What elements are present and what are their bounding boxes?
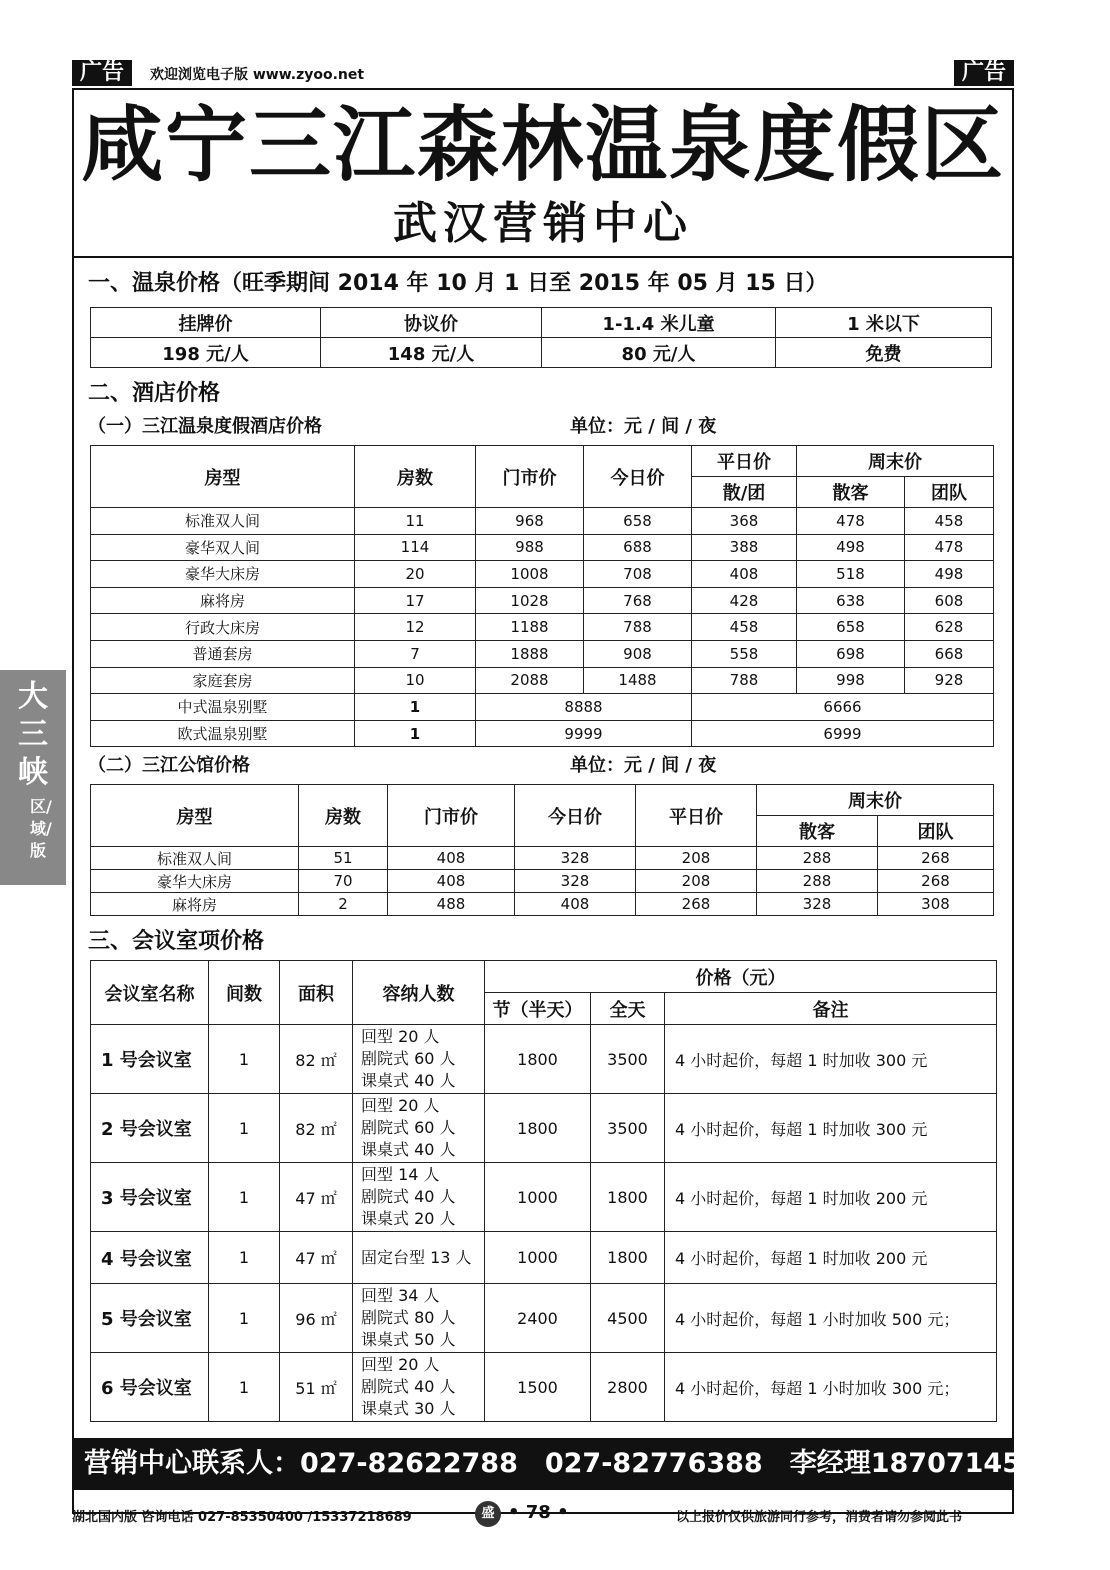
cell: 行政大床房	[91, 614, 355, 641]
cell: 768	[584, 587, 692, 614]
header-cell: 房数	[355, 446, 476, 508]
cell: 标准双人间	[91, 508, 355, 535]
cell: 708	[584, 561, 692, 588]
capacity-line: 课桌式 50 人	[361, 1330, 456, 1349]
cell: 1800	[485, 1094, 591, 1163]
guild-price-table	[90, 784, 994, 916]
meeting-room-table	[90, 960, 997, 1422]
table-row	[91, 446, 994, 477]
header-cell: 周末价	[797, 446, 994, 477]
cell: 658	[584, 508, 692, 535]
page-title: 咸宁三江森林温泉度假区	[80, 98, 1005, 193]
cell: 1800	[591, 1232, 665, 1284]
capacity-line: 课桌式 40 人	[361, 1071, 456, 1090]
cell: 288	[757, 870, 878, 893]
cell: 658	[797, 614, 905, 641]
table-row	[91, 961, 997, 993]
cell: 1000	[485, 1163, 591, 1232]
cell: 1000	[485, 1232, 591, 1284]
hotel-unit: 单位：元 / 间 / 夜	[570, 416, 717, 437]
cell: 478	[905, 534, 994, 561]
capacity-line: 回型 20 人	[361, 1027, 440, 1046]
table-row	[91, 1025, 997, 1094]
cell: 82 ㎡	[280, 1094, 353, 1163]
cell: 498	[797, 534, 905, 561]
cell: 208	[636, 870, 757, 893]
table-row	[91, 667, 994, 694]
cell: 478	[797, 508, 905, 535]
section1-heading: 一、温泉价格（旺季期间 2014 年 10 月 1 日至 2015 年 05 月 15 日）	[88, 271, 828, 296]
header-cell: 团队	[905, 477, 994, 508]
cell: 908	[584, 640, 692, 667]
cell: 豪华双人间	[91, 534, 355, 561]
cell: 788	[692, 667, 797, 694]
welcome-text: 欢迎浏览电子版 www.zyoo.net	[150, 67, 365, 83]
cell: 208	[636, 847, 757, 870]
cell: 5 号会议室	[91, 1284, 209, 1353]
guild-subheading: （二）三江公馆价格	[88, 755, 250, 776]
cell: 2088	[476, 667, 584, 694]
ad-tag-right: 广告	[954, 60, 1014, 86]
cell: 96 ㎡	[280, 1284, 353, 1353]
cell: 4 小时起价，每超 1 小时加收 300 元；	[665, 1353, 997, 1422]
table-row	[91, 893, 994, 916]
capacity-line: 课桌式 20 人	[361, 1209, 456, 1228]
cell: 1	[355, 720, 476, 747]
capacity-cell	[353, 1025, 485, 1094]
header-cell: 房型	[91, 446, 355, 508]
header-cell: 房型	[91, 785, 299, 847]
cell: 408	[388, 870, 515, 893]
cell: 998	[797, 667, 905, 694]
capacity-line: 回型 34 人	[361, 1286, 440, 1305]
footer-right: 以上报价仅供旅游同行参考，消费者请勿参阅此书	[676, 1510, 963, 1525]
capacity-line: 课桌式 40 人	[361, 1140, 456, 1159]
cell: 1188	[476, 614, 584, 641]
cell: 788	[584, 614, 692, 641]
cell: 1	[209, 1025, 280, 1094]
header-cell: 平日价	[692, 446, 797, 477]
title-divider	[72, 256, 1014, 258]
cell: 4 小时起价，每超 1 时加收 300 元	[665, 1025, 997, 1094]
ad-tag-left: 广告	[72, 60, 132, 86]
capacity-cell	[353, 1353, 485, 1422]
cell: 328	[515, 870, 636, 893]
header-cell: 价格（元）	[485, 961, 997, 993]
cell: 698	[797, 640, 905, 667]
cell: 1	[209, 1094, 280, 1163]
cell: 458	[905, 508, 994, 535]
header-cell: 协议价	[321, 308, 542, 338]
header-cell: 团队	[878, 816, 994, 847]
cell: 欧式温泉别墅	[91, 720, 355, 747]
header-cell: 备注	[665, 993, 997, 1025]
cell: 608	[905, 587, 994, 614]
header-cell: 今日价	[515, 785, 636, 847]
cell: 408	[692, 561, 797, 588]
cell: 628	[905, 614, 994, 641]
cell: 51	[299, 847, 388, 870]
cell: 688	[584, 534, 692, 561]
cell: 268	[878, 870, 994, 893]
footer-left: 湖北国内版 咨询电话 027-85350400 /15337218689	[72, 1510, 412, 1525]
cell: 2800	[591, 1353, 665, 1422]
cell: 488	[388, 893, 515, 916]
cell: 4 小时起价，每超 1 时加收 300 元	[665, 1094, 997, 1163]
cell: 1	[355, 694, 476, 721]
header-cell: 门市价	[388, 785, 515, 847]
cell: 家庭套房	[91, 667, 355, 694]
price-cell: 免费	[776, 338, 992, 368]
cell: 988	[476, 534, 584, 561]
capacity-line: 剧院式 60 人	[361, 1049, 456, 1068]
cell: 中式温泉别墅	[91, 694, 355, 721]
cell: 10	[355, 667, 476, 694]
cell: 2	[299, 893, 388, 916]
hotel-price-table	[90, 445, 994, 747]
header-cell: 容纳人数	[353, 961, 485, 1025]
cell: 3 号会议室	[91, 1163, 209, 1232]
capacity-line: 剧院式 80 人	[361, 1308, 456, 1327]
table-row	[91, 785, 994, 816]
cell: 328	[515, 847, 636, 870]
capacity-cell	[353, 1094, 485, 1163]
cell: 498	[905, 561, 994, 588]
price-cell: 148 元/人	[321, 338, 542, 368]
cell: 3500	[591, 1025, 665, 1094]
cell: 70	[299, 870, 388, 893]
cell: 12	[355, 614, 476, 641]
cell: 1	[209, 1232, 280, 1284]
side-tab-title: 大三峡	[18, 679, 48, 790]
cell: 1	[209, 1284, 280, 1353]
cell: 114	[355, 534, 476, 561]
header-cell: 散/团	[692, 477, 797, 508]
cell: 1	[209, 1353, 280, 1422]
table-row	[91, 694, 994, 721]
section2-heading: 二、酒店价格	[88, 381, 221, 406]
cell: 668	[905, 640, 994, 667]
cell: 17	[355, 587, 476, 614]
price-cell: 80 元/人	[542, 338, 776, 368]
cell: 968	[476, 508, 584, 535]
cell: 7	[355, 640, 476, 667]
cell: 1800	[485, 1025, 591, 1094]
table-row	[91, 1284, 997, 1353]
table-row	[91, 1163, 997, 1232]
cell: 428	[692, 587, 797, 614]
table-row	[91, 508, 994, 535]
header-cell: 1 米以下	[776, 308, 992, 338]
cell: 47 ㎡	[280, 1163, 353, 1232]
cell: 638	[797, 587, 905, 614]
table-row	[91, 1232, 997, 1284]
table-row	[91, 720, 994, 747]
cell: 1008	[476, 561, 584, 588]
side-tab	[0, 670, 66, 885]
cell: 6 号会议室	[91, 1353, 209, 1422]
capacity-cell	[353, 1284, 485, 1353]
capacity-line: 回型 20 人	[361, 1355, 440, 1374]
cell: 928	[905, 667, 994, 694]
cell: 368	[692, 508, 797, 535]
cell: 麻将房	[91, 893, 299, 916]
cell: 1888	[476, 640, 584, 667]
page-number: • 78 •	[508, 1502, 569, 1523]
table-row	[91, 614, 994, 641]
cell: 268	[878, 847, 994, 870]
header-cell: 面积	[280, 961, 353, 1025]
header-cell: 间数	[209, 961, 280, 1025]
table-row	[91, 1353, 997, 1422]
header-cell: 平日价	[636, 785, 757, 847]
table-row	[91, 534, 994, 561]
contact-bar	[72, 1438, 1078, 1490]
cell: 4 小时起价，每超 1 时加收 200 元	[665, 1232, 997, 1284]
cell: 4 小时起价，每超 1 小时加收 500 元；	[665, 1284, 997, 1353]
capacity-cell: 固定台型 13 人	[353, 1232, 485, 1284]
cell: 1500	[485, 1353, 591, 1422]
cell: 11	[355, 508, 476, 535]
cell: 388	[692, 534, 797, 561]
cell: 288	[757, 847, 878, 870]
capacity-line: 剧院式 40 人	[361, 1187, 456, 1206]
cell: 6666	[692, 694, 994, 721]
table-row	[91, 640, 994, 667]
cell: 82 ㎡	[280, 1025, 353, 1094]
table-row	[91, 308, 992, 338]
contact-text: 营销中心联系人：027-82622788 027-82776388 李经理18707145747	[84, 1448, 1078, 1479]
cell: 518	[797, 561, 905, 588]
cell: 3500	[591, 1094, 665, 1163]
guild-unit: 单位：元 / 间 / 夜	[570, 755, 717, 776]
hot-spring-price-table	[90, 307, 992, 368]
cell: 1028	[476, 587, 584, 614]
table-row	[91, 847, 994, 870]
hotel-subheading: （一）三江温泉度假酒店价格	[88, 416, 322, 437]
side-tab-label: 区/域/版	[30, 797, 52, 860]
capacity-cell	[353, 1163, 485, 1232]
cell: 1	[209, 1163, 280, 1232]
footer-badge-icon: 盛	[475, 1501, 501, 1527]
header-cell: 会议室名称	[91, 961, 209, 1025]
header-cell: 节（半天）	[485, 993, 591, 1025]
cell: 1 号会议室	[91, 1025, 209, 1094]
cell: 328	[757, 893, 878, 916]
cell: 标准双人间	[91, 847, 299, 870]
table-row	[91, 1094, 997, 1163]
capacity-line: 回型 14 人	[361, 1165, 440, 1184]
cell: 普通套房	[91, 640, 355, 667]
table-row	[91, 338, 992, 368]
header-cell: 1-1.4 米儿童	[542, 308, 776, 338]
cell: 1800	[591, 1163, 665, 1232]
cell: 4 小时起价，每超 1 时加收 200 元	[665, 1163, 997, 1232]
header-cell: 门市价	[476, 446, 584, 508]
header-cell: 房数	[299, 785, 388, 847]
cell: 麻将房	[91, 587, 355, 614]
cell: 308	[878, 893, 994, 916]
header-cell: 散客	[797, 477, 905, 508]
cell: 20	[355, 561, 476, 588]
cell: 408	[515, 893, 636, 916]
cell: 9999	[476, 720, 692, 747]
cell: 2 号会议室	[91, 1094, 209, 1163]
cell: 豪华大床房	[91, 561, 355, 588]
cell: 458	[692, 614, 797, 641]
cell: 47 ㎡	[280, 1232, 353, 1284]
cell: 268	[636, 893, 757, 916]
header-cell: 今日价	[584, 446, 692, 508]
header-cell: 全天	[591, 993, 665, 1025]
cell: 6999	[692, 720, 994, 747]
price-cell: 198 元/人	[91, 338, 321, 368]
cell: 408	[388, 847, 515, 870]
cell: 4 号会议室	[91, 1232, 209, 1284]
header-cell: 挂牌价	[91, 308, 321, 338]
section3-heading: 三、会议室项价格	[88, 929, 265, 954]
header-cell: 周末价	[757, 785, 994, 816]
capacity-line: 剧院式 40 人	[361, 1377, 456, 1396]
capacity-line: 剧院式 60 人	[361, 1118, 456, 1137]
table-row	[91, 870, 994, 893]
cell: 4500	[591, 1284, 665, 1353]
cell: 豪华大床房	[91, 870, 299, 893]
page-subtitle: 武汉营销中心	[393, 198, 693, 249]
table-row	[91, 561, 994, 588]
cell: 558	[692, 640, 797, 667]
capacity-line: 课桌式 30 人	[361, 1399, 456, 1418]
capacity-line: 回型 20 人	[361, 1096, 440, 1115]
cell: 1488	[584, 667, 692, 694]
cell: 51 ㎡	[280, 1353, 353, 1422]
table-row	[91, 587, 994, 614]
cell: 8888	[476, 694, 692, 721]
header-cell: 散客	[757, 816, 878, 847]
cell: 2400	[485, 1284, 591, 1353]
